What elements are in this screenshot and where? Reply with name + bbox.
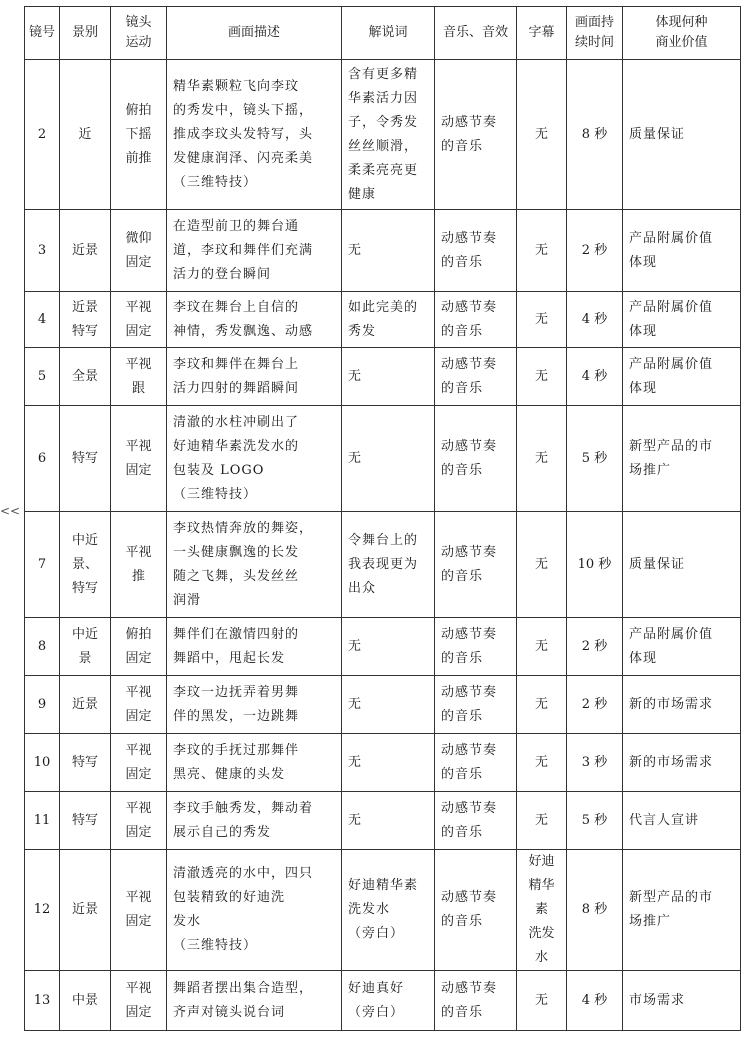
narration-cell: 无 [342, 406, 435, 512]
shot-number-cell: 3 [25, 210, 60, 292]
narration-cell: 无 [342, 210, 435, 292]
commercial-value-cell: 产品附属价值 体现 [623, 210, 741, 292]
narration-cell: 含有更多精 华素活力因 子，令秀发 丝丝顺滑， 柔柔亮亮更 健康 [342, 60, 435, 210]
scene-description-cell: 清澈透亮的水中，四只 包装精致的好迪洗 发水 （三维特技） [167, 850, 342, 971]
camera-movement-cell: 微仰 固定 [111, 210, 167, 292]
header-narration: 解说词 [342, 7, 435, 60]
header-music-sfx: 音乐、音效 [435, 7, 517, 60]
scene-description-cell: 李玟和舞伴在舞台上 活力四射的舞蹈瞬间 [167, 348, 342, 406]
music-sfx-cell: 动感节奏 的音乐 [435, 618, 517, 676]
side-marker: << [0, 504, 21, 518]
camera-movement-cell: 平视 固定 [111, 792, 167, 850]
caption-cell: 无 [517, 60, 567, 210]
storyboard-table [24, 6, 741, 1031]
header-duration: 画面持 续时间 [567, 7, 623, 60]
shot-size-cell: 全景 [60, 348, 111, 406]
caption-cell: 无 [517, 210, 567, 292]
table-row [25, 406, 741, 512]
duration-cell: 2 秒 [567, 618, 623, 676]
scene-description-cell: 舞蹈者摆出集合造型， 齐声对镜头说台词 [167, 971, 342, 1031]
music-sfx-cell: 动感节奏 的音乐 [435, 406, 517, 512]
narration-cell: 好迪真好 （旁白） [342, 971, 435, 1031]
caption-cell: 无 [517, 618, 567, 676]
camera-movement-cell: 平视 固定 [111, 971, 167, 1031]
commercial-value-cell: 新的市场需求 [623, 734, 741, 792]
shot-number-cell: 12 [25, 850, 60, 971]
header-scene-description: 画面描述 [167, 7, 342, 60]
music-sfx-cell: 动感节奏 的音乐 [435, 971, 517, 1031]
duration-cell: 3 秒 [567, 734, 623, 792]
caption-cell: 无 [517, 292, 567, 348]
shot-number-cell: 10 [25, 734, 60, 792]
shot-size-cell: 中近景、 特写 [60, 512, 111, 618]
camera-movement-cell: 平视 固定 [111, 292, 167, 348]
shot-number-cell: 8 [25, 618, 60, 676]
commercial-value-cell: 质量保证 [623, 60, 741, 210]
caption-cell: 好迪 精华素 洗发水 [517, 850, 567, 971]
narration-cell: 无 [342, 792, 435, 850]
music-sfx-cell: 动感节奏 的音乐 [435, 850, 517, 971]
shot-size-cell: 近景 [60, 676, 111, 734]
music-sfx-cell: 动感节奏 的音乐 [435, 792, 517, 850]
music-sfx-cell: 动感节奏 的音乐 [435, 60, 517, 210]
table-row [25, 971, 741, 1031]
music-sfx-cell: 动感节奏 的音乐 [435, 348, 517, 406]
music-sfx-cell: 动感节奏 的音乐 [435, 676, 517, 734]
table-row [25, 292, 741, 348]
narration-cell: 好迪精华素 洗发水 （旁白） [342, 850, 435, 971]
scene-description-cell: 李玟热情奔放的舞姿， 一头健康飘逸的长发 随之飞舞，头发丝丝 润滑 [167, 512, 342, 618]
shot-number-cell: 4 [25, 292, 60, 348]
caption-cell: 无 [517, 348, 567, 406]
caption-cell: 无 [517, 676, 567, 734]
commercial-value-cell: 新的市场需求 [623, 676, 741, 734]
commercial-value-cell: 质量保证 [623, 512, 741, 618]
scene-description-cell: 李玟在舞台上自信的 神情，秀发飘逸、动感 [167, 292, 342, 348]
music-sfx-cell: 动感节奏 的音乐 [435, 734, 517, 792]
shot-number-cell: 2 [25, 60, 60, 210]
duration-cell: 4 秒 [567, 971, 623, 1031]
header-commercial-value: 体现何种 商业价值 [623, 7, 741, 60]
caption-cell: 无 [517, 971, 567, 1031]
shot-number-cell: 9 [25, 676, 60, 734]
duration-cell: 4 秒 [567, 292, 623, 348]
music-sfx-cell: 动感节奏 的音乐 [435, 210, 517, 292]
scene-description-cell: 清澈的水柱冲刷出了 好迪精华素洗发水的 包装及 LOGO （三维特技） [167, 406, 342, 512]
narration-cell: 无 [342, 348, 435, 406]
shot-size-cell: 近景 [60, 210, 111, 292]
camera-movement-cell: 平视 固定 [111, 734, 167, 792]
shot-size-cell: 特写 [60, 734, 111, 792]
narration-cell: 令舞台上的 我表现更为 出众 [342, 512, 435, 618]
narration-cell: 无 [342, 734, 435, 792]
scene-description-cell: 李玟一边抚弄着男舞 伴的黑发，一边跳舞 [167, 676, 342, 734]
narration-cell: 无 [342, 618, 435, 676]
shot-number-cell: 7 [25, 512, 60, 618]
table-row [25, 734, 741, 792]
camera-movement-cell: 平视 固定 [111, 406, 167, 512]
scene-description-cell: 李玟手触秀发，舞动着 展示自己的秀发 [167, 792, 342, 850]
header-shot-number: 镜号 [25, 7, 60, 60]
duration-cell: 4 秒 [567, 348, 623, 406]
commercial-value-cell: 市场需求 [623, 971, 741, 1031]
table-row [25, 512, 741, 618]
caption-cell: 无 [517, 734, 567, 792]
music-sfx-cell: 动感节奏 的音乐 [435, 512, 517, 618]
duration-cell: 10 秒 [567, 512, 623, 618]
header-camera-movement: 镜头 运动 [111, 7, 167, 60]
camera-movement-cell: 俯拍 固定 [111, 618, 167, 676]
music-sfx-cell: 动感节奏 的音乐 [435, 292, 517, 348]
commercial-value-cell: 产品附属价值 体现 [623, 618, 741, 676]
caption-cell: 无 [517, 406, 567, 512]
shot-size-cell: 近 [60, 60, 111, 210]
shot-size-cell: 近景 特写 [60, 292, 111, 348]
shot-size-cell: 特写 [60, 792, 111, 850]
duration-cell: 8 秒 [567, 850, 623, 971]
duration-cell: 2 秒 [567, 676, 623, 734]
commercial-value-cell: 新型产品的市 场推广 [623, 406, 741, 512]
commercial-value-cell: 产品附属价值 体现 [623, 348, 741, 406]
camera-movement-cell: 平视 推 [111, 512, 167, 618]
caption-cell: 无 [517, 512, 567, 618]
shot-number-cell: 13 [25, 971, 60, 1031]
commercial-value-cell: 新型产品的市 场推广 [623, 850, 741, 971]
commercial-value-cell: 代言人宣讲 [623, 792, 741, 850]
header-shot-size: 景别 [60, 7, 111, 60]
scene-description-cell: 在造型前卫的舞台通 道，李玟和舞伴们充满 活力的登台瞬间 [167, 210, 342, 292]
shot-size-cell: 特写 [60, 406, 111, 512]
camera-movement-cell: 俯拍 下摇 前推 [111, 60, 167, 210]
duration-cell: 5 秒 [567, 406, 623, 512]
table-row [25, 676, 741, 734]
camera-movement-cell: 平视 固定 [111, 850, 167, 971]
duration-cell: 5 秒 [567, 792, 623, 850]
table-row [25, 850, 741, 971]
narration-cell: 无 [342, 676, 435, 734]
table-row [25, 60, 741, 210]
camera-movement-cell: 平视 跟 [111, 348, 167, 406]
shot-size-cell: 中景 [60, 971, 111, 1031]
scene-description-cell: 舞伴们在激情四射的 舞蹈中，甩起长发 [167, 618, 342, 676]
commercial-value-cell: 产品附属价值 体现 [623, 292, 741, 348]
table-row [25, 792, 741, 850]
table-row [25, 618, 741, 676]
scene-description-cell: 李玟的手抚过那舞伴 黑亮、健康的头发 [167, 734, 342, 792]
table-row [25, 210, 741, 292]
header-row [25, 7, 741, 60]
scene-description-cell: 精华素颗粒飞向李玟 的秀发中，镜头下摇， 推成李玟头发特写，头 发健康润泽、闪亮柔美 （三维特技） [167, 60, 342, 210]
shot-number-cell: 5 [25, 348, 60, 406]
table-row [25, 348, 741, 406]
camera-movement-cell: 平视 固定 [111, 676, 167, 734]
caption-cell: 无 [517, 792, 567, 850]
shot-number-cell: 6 [25, 406, 60, 512]
shot-size-cell: 中近景 [60, 618, 111, 676]
shot-number-cell: 11 [25, 792, 60, 850]
duration-cell: 2 秒 [567, 210, 623, 292]
shot-size-cell: 近景 [60, 850, 111, 971]
header-caption: 字幕 [517, 7, 567, 60]
duration-cell: 8 秒 [567, 60, 623, 210]
narration-cell: 如此完美的 秀发 [342, 292, 435, 348]
